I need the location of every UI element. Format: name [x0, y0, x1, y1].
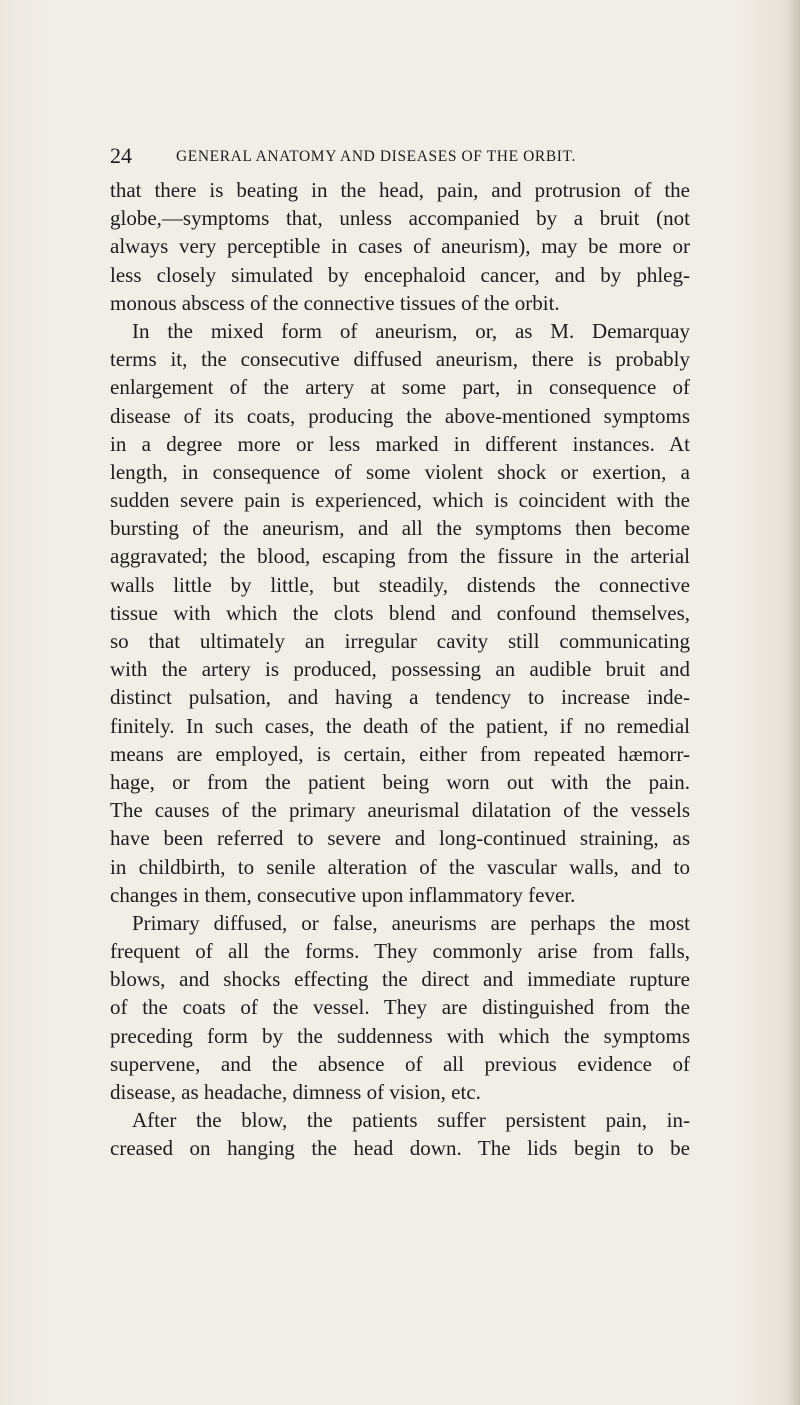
text-line: changes in them, consecutive upon inflammatory fever.: [110, 882, 576, 907]
page-number: 24: [110, 143, 132, 168]
text-line: less closely simulated by encephaloid cancer, and by phleg-: [110, 262, 690, 287]
text-line: bursting of the aneurism, and all the symptoms then become: [110, 516, 690, 541]
text-line: distinct pulsation, and having a tendency to increase inde-: [110, 685, 690, 710]
text-line: enlargement of the artery at some part, in consequence of: [110, 375, 690, 400]
text-line: tissue with which the clots blend and confound themselves,: [110, 600, 690, 625]
text-line: creased on hanging the head down. The lids begin to be: [110, 1136, 690, 1161]
body-text: [110, 176, 690, 1163]
text-line: In the mixed form of aneurism, or, as M. Demarquay: [132, 318, 690, 343]
text-line: in a degree more or less marked in different instances. At: [110, 431, 690, 456]
page-edge-shadow: [788, 0, 800, 1405]
text-line: that there is beating in the head, pain, and protrusion of the: [110, 178, 690, 202]
text-line: in childbirth, to senile alteration of the vascular walls, and to: [110, 854, 690, 879]
text-line: sudden severe pain is experienced, which is coincident with the: [110, 488, 690, 513]
text-line: disease of its coats, producing the above-mentioned symptoms: [110, 403, 690, 428]
page-header: [110, 144, 690, 168]
text-line: preceding form by the suddenness with which the symptoms: [110, 1023, 690, 1048]
text-line: supervene, and the absence of all previous evidence of: [110, 1051, 690, 1076]
text-line: always very perceptible in cases of aneurism), may be more or: [110, 234, 690, 259]
text-line: length, in consequence of some violent shock or exertion, a: [110, 459, 690, 484]
text-line: hage, or from the patient being worn out with the pain.: [110, 769, 690, 794]
text-line: finitely. In such cases, the death of the patient, if no remedial: [110, 713, 690, 738]
text-line: globe,—symptoms that, unless accompanied by a bruit (not: [110, 206, 690, 231]
text-line: disease, as headache, dimness of vision, etc.: [110, 1080, 481, 1104]
text-line: have been referred to severe and long-continued straining, as: [110, 826, 690, 851]
text-line: The causes of the primary aneurismal dilatation of the vessels: [110, 798, 690, 823]
text-line: monous abscess of the connective tissues of the orbit.: [110, 290, 560, 315]
text-line: with the artery is produced, possessing an audible bruit and: [110, 657, 690, 682]
text-line: frequent of all the forms. They commonly arise from falls,: [110, 939, 690, 964]
text-line: means are employed, is certain, either from repeated hæmorr-: [110, 741, 690, 766]
text-line: so that ultimately an irregular cavity still communicating: [110, 629, 690, 653]
running-head: GENERAL ANATOMY AND DISEASES OF THE ORBIT.: [176, 148, 576, 165]
text-line: terms it, the consecutive diffused aneurism, there is probably: [110, 347, 690, 372]
text-line: of the coats of the vessel. They are distinguished from the: [110, 995, 690, 1020]
text-line: blows, and shocks effecting the direct and immediate rupture: [110, 967, 690, 992]
text-line: Primary diffused, or false, aneurisms are perhaps the most: [132, 910, 690, 935]
text-line: After the blow, the patients suffer persistent pain, in-: [132, 1108, 690, 1133]
text-line: walls little by little, but steadily, distends the connective: [110, 572, 690, 597]
text-line: aggravated; the blood, escaping from the fissure in the arterial: [110, 544, 690, 569]
